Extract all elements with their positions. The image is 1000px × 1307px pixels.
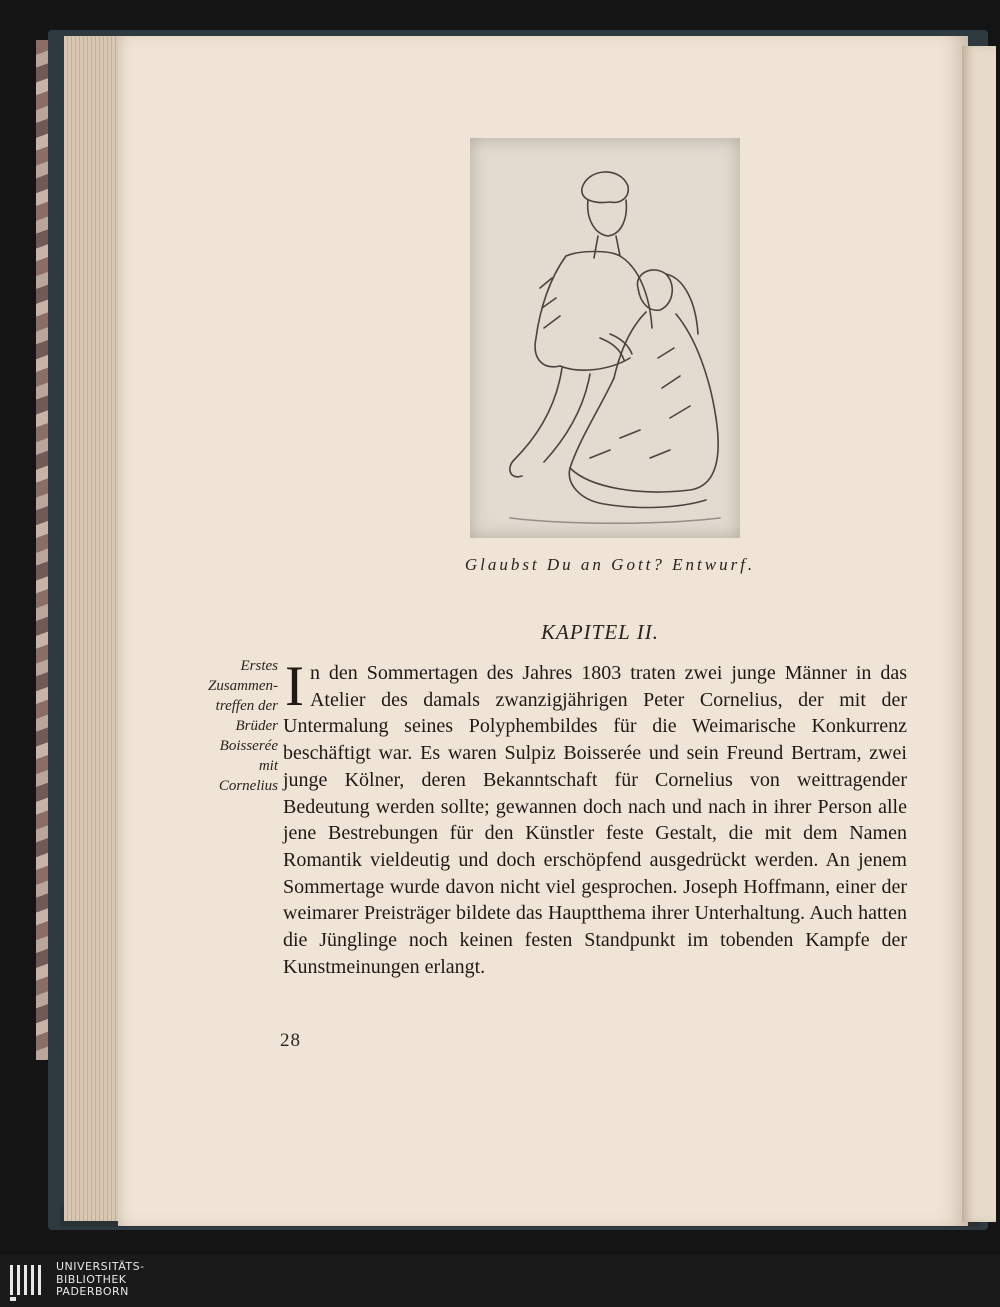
margin-note-line: Boisserée (219, 738, 278, 754)
footer-bar (0, 1255, 1000, 1307)
margin-note-line: Cornelius (218, 778, 278, 794)
body-paragraph (283, 655, 907, 980)
page-number: 28 (280, 1030, 301, 1051)
drop-cap: I (285, 655, 304, 718)
footer-line: UNIVERSITÄTS- (56, 1260, 145, 1273)
sketch-two-figures-icon (470, 138, 740, 538)
chapter-title: KAPITEL II. (541, 620, 659, 644)
next-page-edge (962, 46, 996, 1222)
margin-note-line: treffen der (215, 698, 278, 714)
university-library-logo-icon (8, 1261, 50, 1301)
footer-line: BIBLIOTHEK (56, 1272, 127, 1286)
margin-note-line: Brüder (235, 718, 278, 734)
footer-logo-text (56, 1261, 145, 1299)
footer-line: PADERBORN (56, 1285, 129, 1298)
margin-note-line: Zusammen- (208, 678, 278, 694)
margin-note (176, 656, 278, 796)
margin-note-line: mit (258, 758, 278, 774)
illustration-caption: Glaubst Du an Gott? Entwurf. (464, 555, 756, 574)
body-text: n den Sommertagen des Jahres 1803 traten zwei junge Männer in das Atelier des damals zwanzigjährigen Peter Cornelius, der mit der Untermalung seines Polyphembildes für die Weimarische Konkurrenz beschäftigt war. Es waren Sulpiz Boisserée und sein Freund Bertram, zwei junge Kölner, deren Bekanntschaft für Cornelius von weittragender Bedeutung werden sollte; gewannen doch nach und nach in ihrer Person alle jene Bestrebungen für den Künstler feste Gestalt, die mit dem Namen Romantik vieldeutig und doch erschöpfend ausgedrückt werden. An jenem Sommertage wurde davon nicht viel gesprochen. Joseph Hoffmann, einer der weimarer Preisträger bildete das Hauptthema ihrer Unterhaltung. Auch hatten die Jünglinge noch keinen festen Standpunkt im tobenden Kampfe der Kunstmeinungen erlangt. (283, 662, 907, 978)
margin-note-line: Erstes (240, 658, 278, 674)
